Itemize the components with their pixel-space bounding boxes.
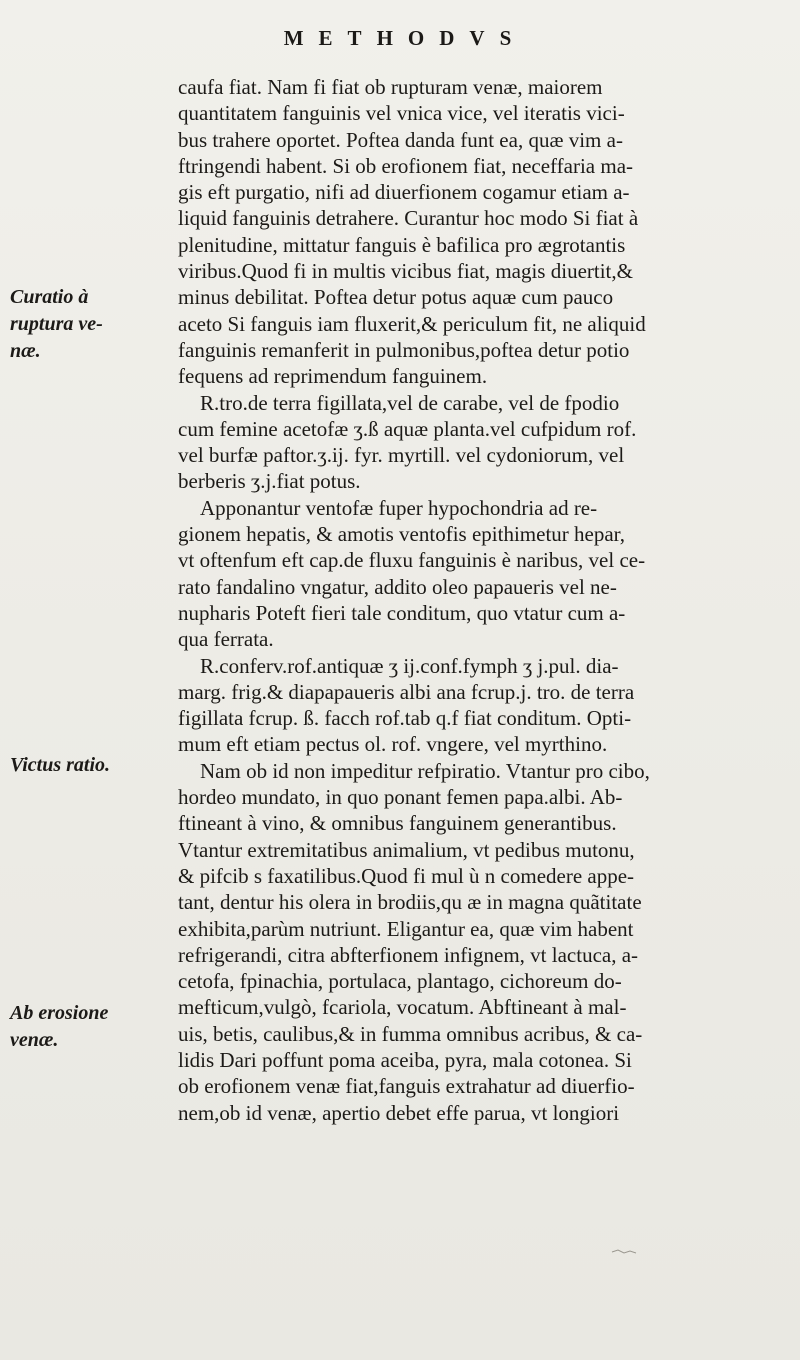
margin-note-erosione: Ab erosione venæ. bbox=[10, 1002, 109, 1051]
text-line: vt oftenfum eft cap.de fluxu fanguinis è naribus, vel ce- bbox=[178, 548, 646, 573]
text-line: & pifcib s faxatilibus.Quod fi mul ù n comedere appe- bbox=[178, 863, 635, 888]
text-line: mum eft etiam pectus ol. rof. vngere, vel myrthino. bbox=[178, 732, 608, 757]
text-line: fequens ad reprimendum fanguinem. bbox=[178, 364, 488, 389]
text-line: nem,ob id venæ, apertio debet effe parua, vt longiori bbox=[178, 1100, 620, 1125]
running-head: METHODVS bbox=[283, 26, 527, 50]
text-line: viribus.Quod fi in multis vicibus fiat, magis diuertit,& bbox=[178, 259, 633, 284]
text-line: hordeo mundato, in quo ponant femen papa.albi. Ab- bbox=[178, 785, 623, 810]
text-line: ob erofionem venæ fiat,fanguis extrahatur ad diuerfio- bbox=[178, 1074, 635, 1099]
text-line: exhibita,parùm nutriunt. Eligantur ea, quæ vim habent bbox=[178, 916, 634, 941]
text-line: cum femine acetofæ ʒ.ß aquæ planta.vel cufpidum rof. bbox=[178, 416, 637, 441]
text-line: figillata fcrup. ß. facch rof.tab q.f fiat conditum. Opti- bbox=[178, 706, 632, 731]
text-line: gis eft purgatio, nifi ad diuerfionem cogamur etiam a- bbox=[178, 180, 630, 205]
recipe-line: R.tro.de terra figillata,vel de carabe, vel de fpodio bbox=[200, 390, 620, 415]
text-line: Nam ob id non impeditur refpiratio. Vtantur pro cibo, bbox=[200, 758, 650, 783]
text-line: Apponantur ventofæ fuper hypochondria ad re- bbox=[200, 495, 598, 520]
text-line: caufa fiat. Nam fi fiat ob rupturam venæ, maiorem bbox=[178, 75, 603, 99]
text-line: lidis Dari poffunt poma aceiba, pyra, mala cotonea. Si bbox=[178, 1047, 632, 1072]
text-line: vel burfæ paftor.ʒ.ij. fyr. myrtill. vel cydoniorum, vel bbox=[178, 443, 625, 468]
text-line: liquid fanguinis detrahere. Curantur hoc modo Si fiat à bbox=[178, 206, 639, 231]
text-line: ftringendi habent. Si ob erofionem fiat, neceffaria ma- bbox=[178, 153, 634, 178]
text-line: plenitudine, mittatur fanguis è bafilica pro ægrotantis bbox=[178, 232, 626, 257]
text-line: mefticum,vulgò, fcariola, vocatum. Abftineant à mal- bbox=[178, 995, 627, 1020]
text-line: aceto Si fanguis iam fluxerit,& periculum fit, ne aliquid bbox=[178, 311, 646, 336]
text-line: minus debilitat. Poftea detur potus aquæ cum pauco bbox=[178, 285, 614, 310]
text-line: refrigerandi, citra abfterfionem infignem, vt lactuca, a- bbox=[178, 942, 639, 967]
page-smudge-mark bbox=[610, 1246, 638, 1260]
text-line: qua ferrata. bbox=[178, 627, 274, 652]
text-line: marg. frig.& diapapaueris albi ana fcrup.j. tro. de terra bbox=[178, 679, 635, 704]
text-line: gionem hepatis, & amotis ventofis epithimetur hepar, bbox=[178, 522, 626, 547]
margin-note-victus: Victus ratio. bbox=[10, 754, 111, 776]
text-line: nupharis Poteft fieri tale conditum, quo vtatur cum a- bbox=[178, 600, 626, 625]
text-line: rato fandalino vngatur, addito oleo papaueris vel ne- bbox=[178, 574, 617, 599]
recipe-line: R.conferv.rof.antiquæ ʒ ij.conf.fymph ʒ j.pul. dia- bbox=[200, 653, 619, 678]
text-line: quantitatem fanguinis vel vnica vice, vel iteratis vici- bbox=[178, 101, 625, 126]
text-line: bus trahere oportet. Poftea danda funt ea, quæ vim a- bbox=[178, 127, 623, 152]
text-line: Vtantur extremitatibus animalium, vt pedibus mutonu, bbox=[178, 837, 635, 862]
body-text bbox=[178, 74, 778, 1126]
text-line: uis, betis, caulibus,& in fumma omnibus acribus, & ca- bbox=[178, 1021, 643, 1046]
text-line: cetofa, fpinachia, portulaca, plantago, cichoreum do- bbox=[178, 969, 622, 994]
text-line: berberis ʒ.j.fiat potus. bbox=[178, 469, 361, 494]
text-line: ftineant à vino, & omnibus fanguinem generantibus. bbox=[178, 811, 617, 836]
margin-note-ruptura: Curatio à ruptura ve-næ. bbox=[10, 286, 103, 362]
text-line: tant, dentur his olera in brodiis,qu æ in magna quãtitate bbox=[178, 890, 642, 915]
text-line: fanguinis remanferit in pulmonibus,poftea detur potio bbox=[178, 337, 630, 362]
